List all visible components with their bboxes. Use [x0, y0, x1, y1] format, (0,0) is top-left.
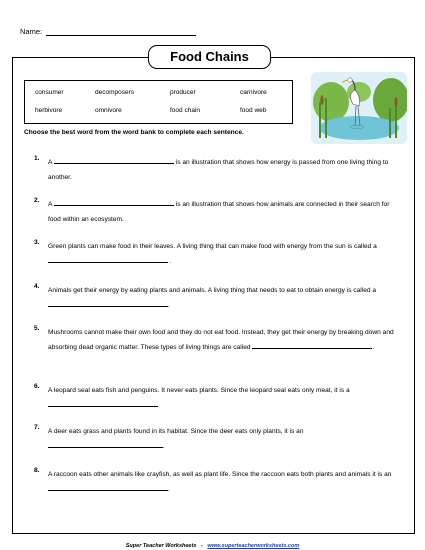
- question-number: 2.: [34, 197, 40, 204]
- instructions: Choose the best word from the word bank to complete each sentence.: [24, 129, 244, 136]
- name-label: Name:: [20, 27, 43, 36]
- question-number: 5.: [34, 325, 40, 332]
- worksheet-title: Food Chains: [148, 45, 271, 69]
- answer-blank[interactable]: [54, 156, 174, 164]
- answer-blank[interactable]: [252, 341, 372, 349]
- question-number: 1.: [34, 155, 40, 162]
- question-number: 8.: [34, 467, 40, 474]
- question-number: 4.: [34, 283, 40, 290]
- word-bank-item: decomposers: [95, 89, 135, 96]
- footer: [0, 543, 425, 549]
- name-blank[interactable]: [46, 27, 196, 36]
- word-bank-item: omnivore: [95, 107, 122, 114]
- word-bank-item: food web: [240, 107, 267, 114]
- footer-separator: -: [200, 543, 203, 549]
- word-bank-item: food chain: [170, 107, 200, 114]
- word-bank: [24, 80, 293, 124]
- word-bank-item: consumer: [35, 89, 64, 96]
- footer-brand: Super Teacher Worksheets: [125, 543, 197, 549]
- word-bank-item: producer: [170, 89, 196, 96]
- question-number: 3.: [34, 239, 40, 246]
- word-bank-item: herbivore: [35, 107, 63, 114]
- question-number: 7.: [34, 424, 40, 431]
- word-bank-item: carnivore: [240, 89, 267, 96]
- name-field-row: [20, 27, 196, 36]
- footer-link[interactable]: www.superteacherworksheets.com: [207, 543, 300, 549]
- answer-blank[interactable]: [48, 483, 168, 491]
- answer-blank[interactable]: [54, 198, 174, 206]
- answer-blank[interactable]: [48, 399, 158, 407]
- heron-illustration: [311, 72, 407, 144]
- question-number: 6.: [34, 383, 40, 390]
- answer-blank[interactable]: [48, 255, 168, 263]
- answer-blank[interactable]: [48, 440, 163, 448]
- answer-blank[interactable]: [48, 299, 168, 307]
